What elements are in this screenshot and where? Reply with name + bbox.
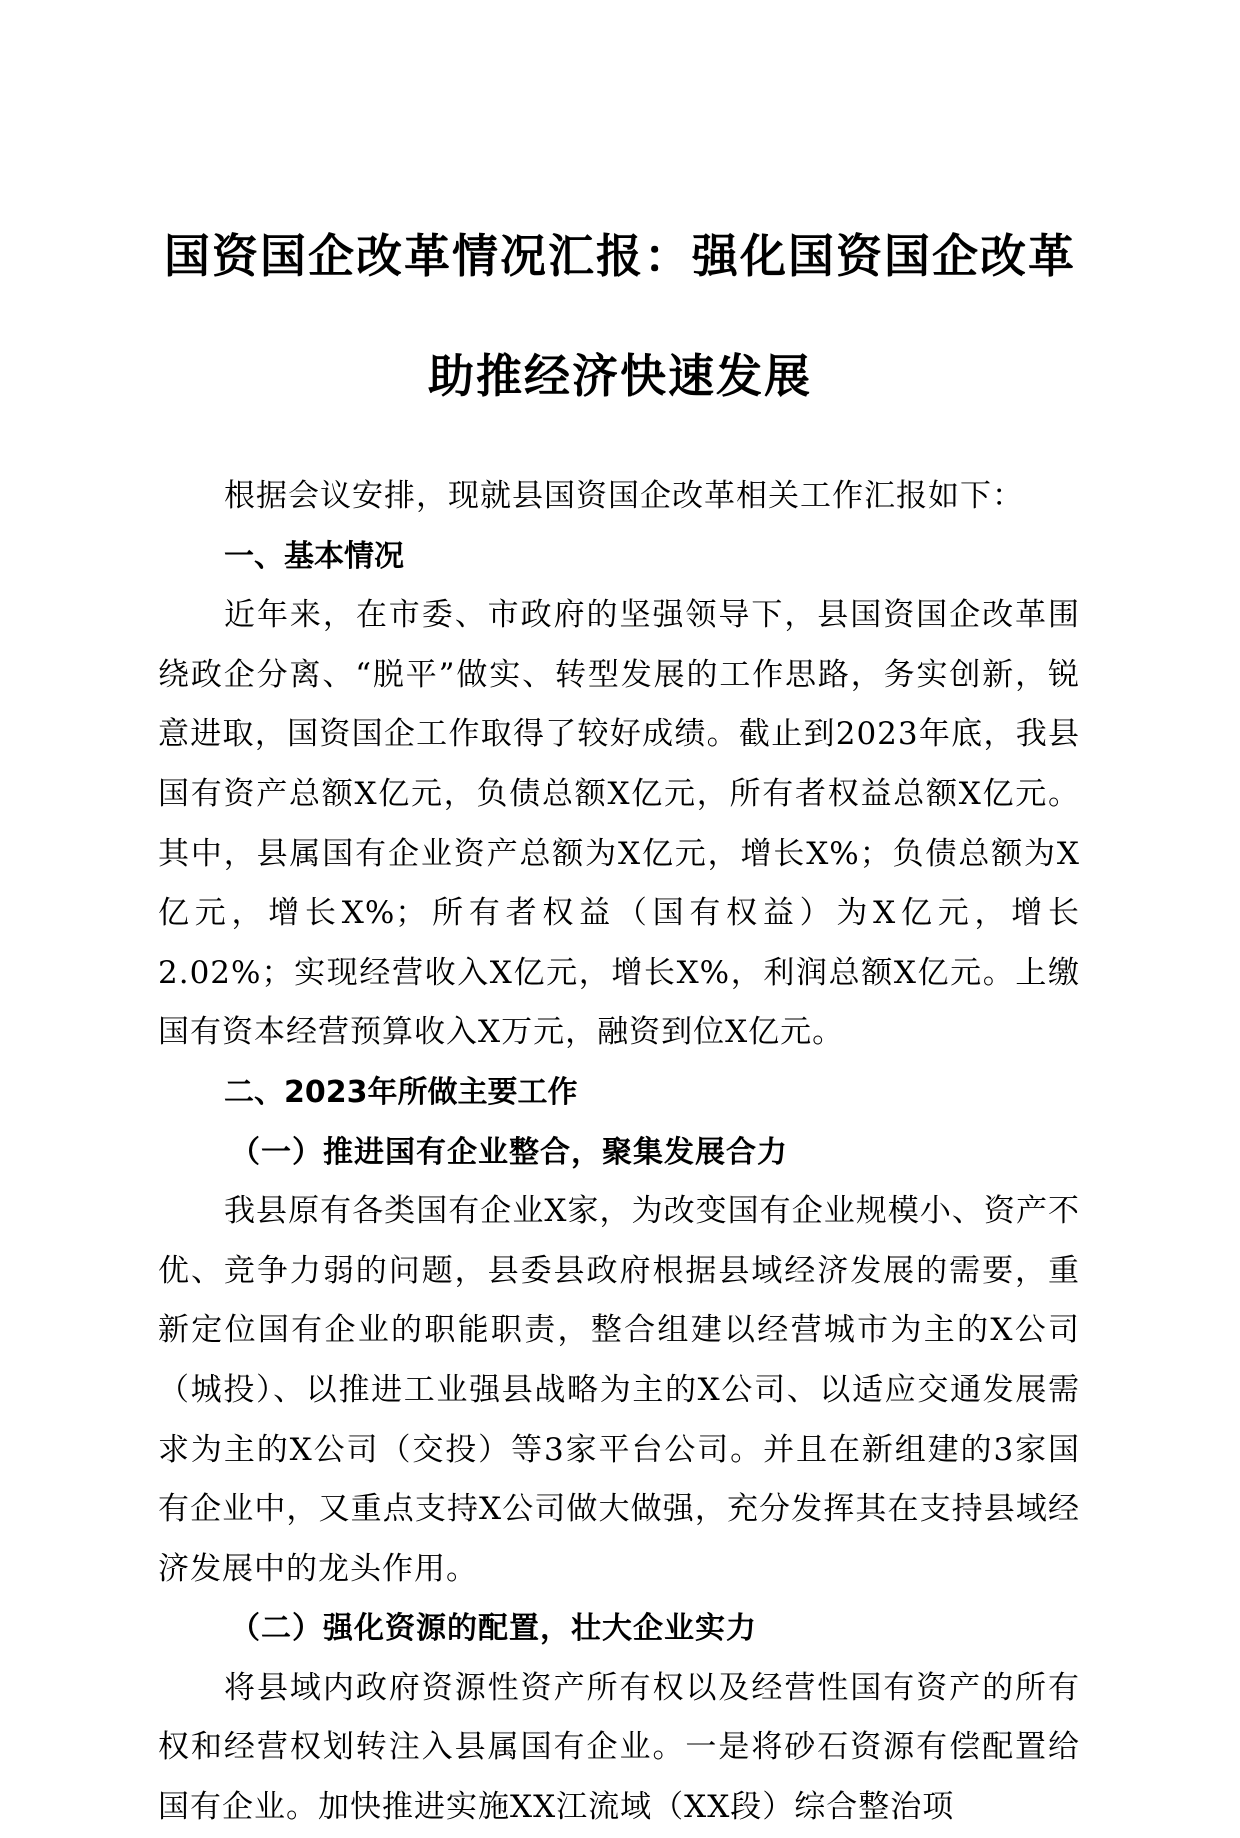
subsection-2-heading: （二）强化资源的配置，壮大企业实力 xyxy=(230,1611,757,1647)
section-2-heading: 二、2023年所做主要工作 xyxy=(224,1074,578,1110)
subsection-1-heading: （一）推进国有企业整合，聚集发展合力 xyxy=(230,1134,788,1170)
document-body xyxy=(158,467,1080,1838)
subsection-2-paragraph: 将县域内政府资源性资产所有权以及经营性国有资产的所有权和经营权划转注入县属国有企业。一是将砂石资源有偿配置给国有企业。加快推进实施XX江流域（XX段）综合整治项 xyxy=(158,1669,1080,1826)
subsection-1-paragraph: 我县原有各类国有企业X家，为改变国有企业规模小、资产不优、竞争力弱的问题，县委县政府根据县域经济发展的需要，重新定位国有企业的职能职责，整合组建以经营城市为主的X公司（城投）、以推进工业强县战略为主的X公司、以适应交通发展需求为主的X公司（交投）等3家平台公司。并且在新组建的3家国有企业中，又重点支持X公司做大做强，充分发挥其在支持县域经济发展中的龙头作用。 xyxy=(158,1193,1080,1587)
section-1-heading: 一、基本情况 xyxy=(224,538,404,574)
intro-paragraph: 根据会议安排，现就县国资国企改革相关工作汇报如下： xyxy=(224,478,1024,514)
document-title-line-2: 助推经济快速发展 xyxy=(428,349,812,403)
document-title-line-1: 国资国企改革情况汇报：强化国资国企改革 xyxy=(164,229,1076,283)
section-1-paragraph: 近年来，在市委、市政府的坚强领导下，县国资国企改革围绕政企分离、“脱平”做实、转型发展的工作思路，务实创新，锐意进取，国资国企工作取得了较好成绩。截止到2023年底，我县国有资产总额X亿元，负债总额X亿元，所有者权益总额X亿元。其中，县属国有企业资产总额为X亿元，增长X%；负债总额为X亿元，增长X%；所有者权益（国有权益）为X亿元，增长2.02%；实现经营收入X亿元，增长X%，利润总额X亿元。上缴国有资本经营预算收入X万元，融资到位X亿元。 xyxy=(158,597,1080,1051)
